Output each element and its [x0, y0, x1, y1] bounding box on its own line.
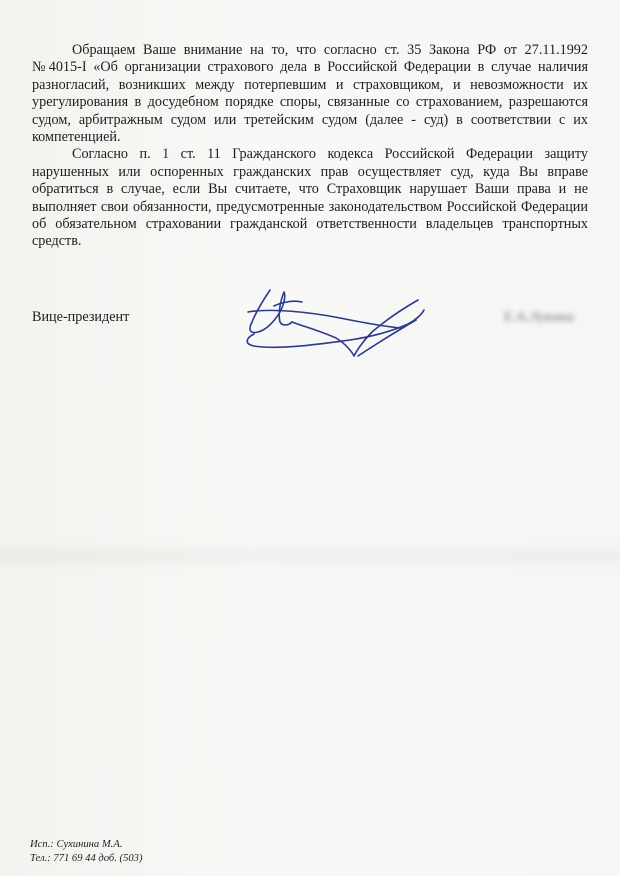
signer-name: Е.А.Лукина	[504, 310, 574, 325]
executor-line: Исп.: Сухинина М.А.	[30, 839, 123, 850]
paragraph-2: Согласно п. 1 ст. 11 Гражданского кодекса Российской Федерации защиту нарушенных или оспоренных гражданских прав осуществляет суд, куда Вы вправе обратиться в случае, если Вы считаете, что Страховщик нарушает Ваши права и не выполняет свои обязанности, предусмотренные законодательством Российской Федерации об обязательном страховании гражданской ответственности владельцев транспортных средств.	[32, 146, 588, 250]
paragraph-1: Обращаем Ваше внимание на то, что согласно ст. 35 Закона РФ от 27.11.1992 №4015-I «Об организации страхового дела в Российской Федерации в случае наличия разногласий, возникших между потерпевшим и страховщиком, и невозможности их урегулирования в досудебном порядке споры, связанные со страхованием, разрешаются судом, арбитражным судом или третейским судом (далее - суд) в соответствии с их компетенцией.	[32, 42, 588, 146]
letter-body	[32, 42, 588, 251]
handwritten-signature	[240, 282, 430, 362]
footer	[30, 838, 143, 866]
signer-title: Вице-президент	[32, 309, 130, 325]
phone-line: Тел.: 771 69 44 доб. (503)	[30, 853, 143, 864]
